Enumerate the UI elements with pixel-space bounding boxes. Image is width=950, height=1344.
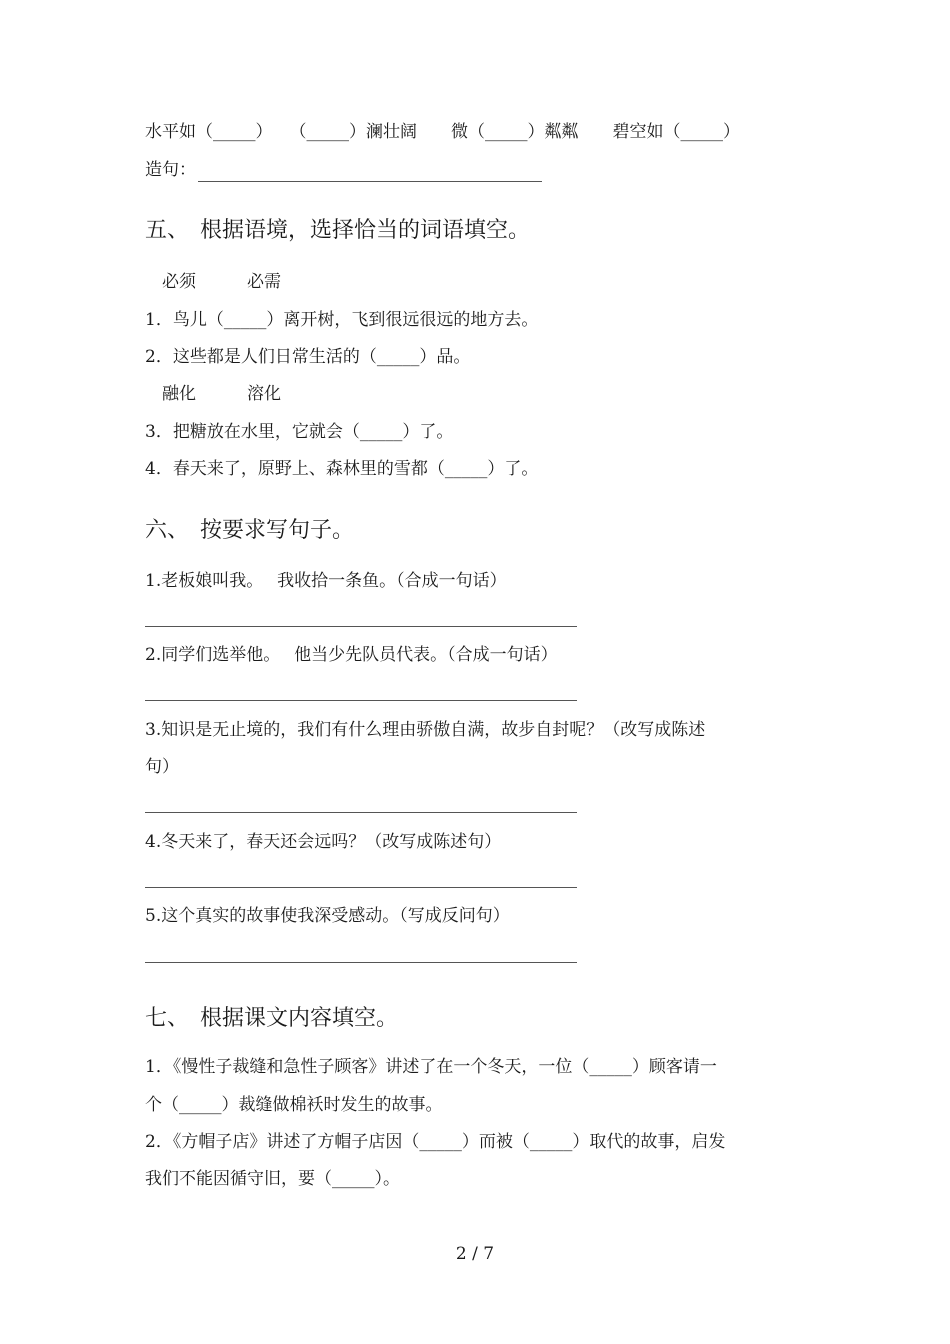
sentence-make-line <box>145 158 542 182</box>
section-6-question-5: 5.这个真实的故事使我深受感动。（写成反问句） <box>145 906 510 926</box>
section-7-question-1-cont: 个（_____）裁缝做棉袄时发生的故事。 <box>145 1095 443 1115</box>
section-5-question-3: 3．把糖放在水里，它就会（_____）了。 <box>145 422 454 442</box>
section-6-question-4: 4.冬天来了，春天还会远吗？（改写成陈述句） <box>145 832 502 852</box>
section-7-question-2-cont: 我们不能因循守旧，要（_____）。 <box>145 1169 400 1189</box>
answer-line-2[interactable] <box>145 700 577 701</box>
word-fill-line: 水平如（_____） （_____）澜壮阔 微（_____）粼粼 碧空如（_____） <box>145 122 740 142</box>
section-6-question-3: 3.知识是无止境的，我们有什么理由骄傲自满，故步自封呢？（改写成陈述 <box>145 720 706 740</box>
answer-line-4[interactable] <box>145 887 577 888</box>
section-7-question-1: 1．《慢性子裁缝和急性子顾客》讲述了在一个冬天，一位（_____）顾客请一 <box>145 1057 717 1077</box>
answer-line-1[interactable] <box>145 626 577 627</box>
page-number: 2 / 7 <box>455 1244 495 1264</box>
sentence-label: 造句： <box>145 160 196 180</box>
section-6-heading: 六、 按要求写句子。 <box>145 518 355 543</box>
word-choice-group-2: 融化 溶化 <box>145 384 281 404</box>
section-5-question-1: 1．鸟儿（_____）离开树，飞到很远很远的地方去。 <box>145 310 539 330</box>
section-7-question-2: 2．《方帽子店》讲述了方帽子店因（_____）而被（_____）取代的故事，启发 <box>145 1132 726 1152</box>
answer-line-5[interactable] <box>145 962 577 963</box>
section-5-question-4: 4．春天来了，原野上、森林里的雪都（_____）了。 <box>145 459 539 479</box>
sentence-answer-blank[interactable] <box>198 163 542 182</box>
section-7-heading: 七、 根据课文内容填空。 <box>145 1006 399 1031</box>
section-5-question-2: 2．这些都是人们日常生活的（_____）品。 <box>145 347 471 367</box>
word-choice-group-1: 必须 必需 <box>145 272 281 292</box>
section-6-question-3-cont: 句） <box>145 757 179 777</box>
section-6-question-2: 2.同学们选举他。 他当少先队员代表。（合成一句话） <box>145 645 558 665</box>
section-6-question-1: 1.老板娘叫我。 我收拾一条鱼。（合成一句话） <box>145 571 507 591</box>
section-5-heading: 五、 根据语境，选择恰当的词语填空。 <box>145 218 531 243</box>
answer-line-3[interactable] <box>145 812 577 813</box>
